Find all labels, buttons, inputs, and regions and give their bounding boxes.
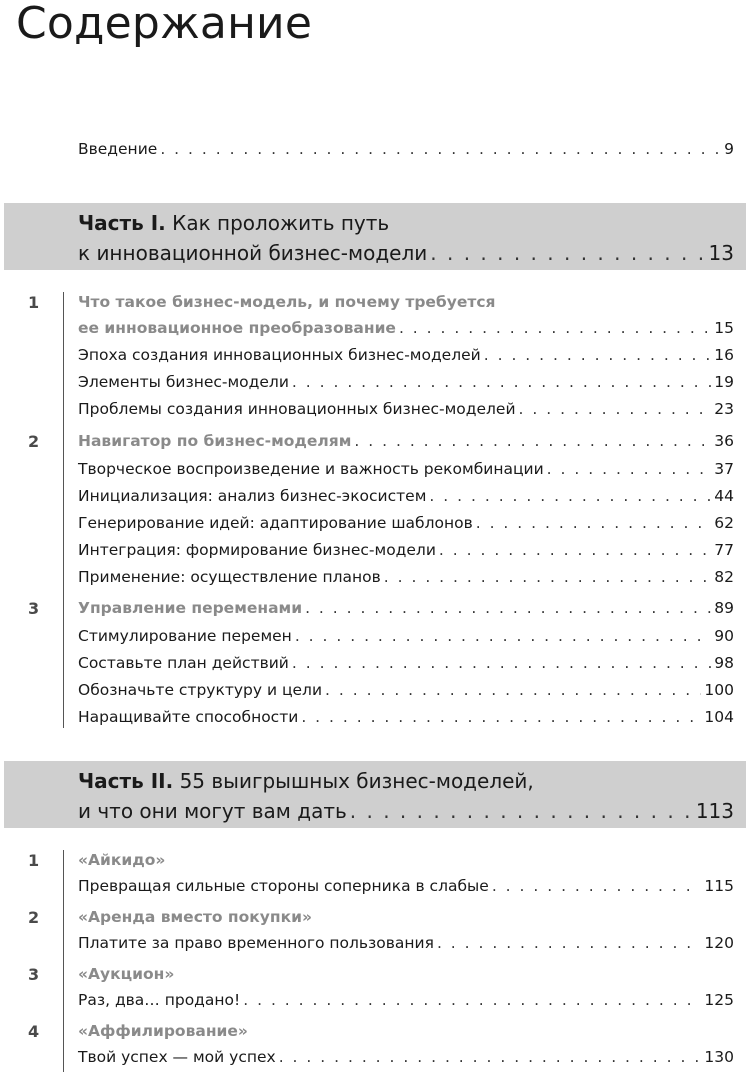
- toc-page-number: 100: [704, 681, 734, 699]
- section-title: Стимулирование перемен: [78, 627, 292, 645]
- chapter-subtitle: Раз, два… продано!: [78, 991, 241, 1009]
- chapter-subtitle: Платите за право временного пользования: [78, 934, 434, 952]
- section-title: Составьте план действий: [78, 654, 289, 672]
- dot-leader: [160, 139, 721, 159]
- toc-page-number: 120: [704, 934, 734, 952]
- toc-entry-part-2[interactable]: [78, 798, 734, 824]
- toc-page-number: 23: [714, 400, 734, 418]
- toc-page-number: 62: [714, 514, 734, 532]
- toc-page-number: 44: [714, 487, 734, 505]
- dot-leader: [492, 876, 702, 896]
- toc-entry-section[interactable]: [78, 459, 734, 479]
- part-1-label: Часть I.: [78, 211, 166, 235]
- chapter-subtitle: Твой успех — мой успех: [78, 1048, 276, 1066]
- chapter-number: 3: [28, 599, 40, 618]
- dot-leader: [519, 399, 712, 419]
- dot-leader: [437, 933, 701, 953]
- dot-leader: [484, 345, 712, 365]
- toc-entry-part-1[interactable]: [78, 240, 734, 266]
- dot-leader: [301, 707, 701, 727]
- dot-leader: [279, 1047, 702, 1067]
- toc-entry-section[interactable]: [78, 372, 734, 392]
- chapter-title-row: [78, 964, 734, 984]
- dot-leader: [430, 240, 705, 266]
- toc-entry-section[interactable]: [78, 707, 734, 727]
- chapter-title: Навигатор по бизнес-моделям: [78, 432, 352, 450]
- chapter-title-row: [78, 1021, 734, 1041]
- part-1-title-line1: [78, 210, 389, 236]
- dot-leader: [354, 431, 711, 451]
- toc-entry-label: Введение: [78, 140, 158, 158]
- section-title: Инициализация: анализ бизнес-экосистем: [78, 487, 427, 505]
- section-title: Проблемы создания инновационных бизнес-моделей: [78, 400, 516, 418]
- dot-leader: [325, 680, 701, 700]
- toc-page-number: 130: [704, 1048, 734, 1066]
- chapter-title-row: [78, 850, 734, 870]
- dot-leader: [399, 318, 711, 338]
- toc-page-number: 36: [714, 432, 734, 450]
- chapter-title: «Айкидо»: [78, 851, 166, 869]
- toc-page-number: 77: [714, 541, 734, 559]
- section-title: Наращивайте способности: [78, 708, 299, 726]
- chapter-title: «Аукцион»: [78, 965, 175, 983]
- toc-page-number: 16: [714, 346, 734, 364]
- toc-entry-section[interactable]: [78, 540, 734, 560]
- section-title: Эпоха создания инновационных бизнес-моделей: [78, 346, 481, 364]
- part-2-title: 55 выигрышных бизнес-моделей,: [179, 769, 534, 793]
- toc-entry-chapter-1[interactable]: [78, 318, 734, 338]
- toc-page-number: 90: [714, 627, 734, 645]
- chapter-number: 1: [28, 851, 40, 870]
- toc-page-number: 13: [708, 241, 734, 265]
- toc-page-number: 82: [714, 568, 734, 586]
- toc-page-number: 19: [714, 373, 734, 391]
- part-2-title-line1: [78, 768, 534, 794]
- part-2-title-line2: и что они могут вам дать: [78, 799, 347, 823]
- toc-entry-section[interactable]: [78, 486, 734, 506]
- chapter-title: Управление переменами: [78, 599, 303, 617]
- dot-leader: [305, 598, 711, 618]
- toc-page-number: 9: [724, 140, 734, 158]
- section-title: Элементы бизнес-модели: [78, 373, 289, 391]
- dot-leader: [292, 653, 711, 673]
- toc-page-number: 104: [704, 708, 734, 726]
- toc-entry-section[interactable]: [78, 345, 734, 365]
- part-2-label: Часть II.: [78, 769, 174, 793]
- toc-page-number: 113: [695, 799, 734, 823]
- chapter-title: «Аффилирование»: [78, 1022, 248, 1040]
- toc-entry-chapter[interactable]: [78, 876, 734, 896]
- section-title: Интеграция: формирование бизнес-модели: [78, 541, 436, 559]
- dot-leader: [547, 459, 712, 479]
- toc-page-number: 15: [714, 319, 734, 337]
- toc-entry-intro[interactable]: [78, 139, 734, 159]
- toc-page-number: 98: [714, 654, 734, 672]
- dot-leader: [243, 990, 701, 1010]
- toc-entry-section[interactable]: [78, 626, 734, 646]
- part-2-rule: [63, 850, 64, 1072]
- toc-page-number: 37: [714, 460, 734, 478]
- toc-page-number: 89: [714, 599, 734, 617]
- chapter-title: ее инновационное преобразование: [78, 319, 396, 337]
- toc-entry-section[interactable]: [78, 680, 734, 700]
- dot-leader: [350, 798, 693, 824]
- toc-page-number: 125: [704, 991, 734, 1009]
- dot-leader: [476, 513, 712, 533]
- dot-leader: [384, 567, 712, 587]
- chapter-number: 2: [28, 432, 40, 451]
- toc-entry-section[interactable]: [78, 567, 734, 587]
- toc-entry-chapter-3[interactable]: [78, 598, 734, 618]
- chapter-number: 4: [28, 1022, 40, 1041]
- chapter-title-row: [78, 907, 734, 927]
- toc-entry-chapter[interactable]: [78, 933, 734, 953]
- section-title: Творческое воспроизведение и важность рекомбинации: [78, 460, 544, 478]
- toc-entry-section[interactable]: [78, 513, 734, 533]
- dot-leader: [439, 540, 711, 560]
- toc-entry-chapter[interactable]: [78, 1047, 734, 1067]
- page-title: Содержание: [16, 0, 313, 49]
- part-1-title-line2: к инновационной бизнес-модели: [78, 241, 428, 265]
- toc-entry-section[interactable]: [78, 399, 734, 419]
- chapter-number: 2: [28, 908, 40, 927]
- chapter-number: 1: [28, 293, 40, 312]
- toc-page-number: 115: [704, 877, 734, 895]
- chapter-title: «Аренда вместо покупки»: [78, 908, 312, 926]
- chapter-1-title-line1: Что такое бизнес-модель, и почему требуется: [78, 293, 496, 311]
- part-1-title: Как проложить путь: [172, 211, 390, 235]
- part-1-rule: [63, 292, 64, 728]
- dot-leader: [295, 626, 711, 646]
- toc-entry-chapter-2[interactable]: [78, 431, 734, 451]
- toc-entry-chapter[interactable]: [78, 990, 734, 1010]
- section-title: Генерирование идей: адаптирование шаблонов: [78, 514, 473, 532]
- section-title: Применение: осуществление планов: [78, 568, 381, 586]
- dot-leader: [429, 486, 711, 506]
- section-title: Обозначьте структуру и цели: [78, 681, 323, 699]
- dot-leader: [292, 372, 711, 392]
- toc-entry-section[interactable]: [78, 653, 734, 673]
- chapter-subtitle: Превращая сильные стороны соперника в слабые: [78, 877, 489, 895]
- chapter-number: 3: [28, 965, 40, 984]
